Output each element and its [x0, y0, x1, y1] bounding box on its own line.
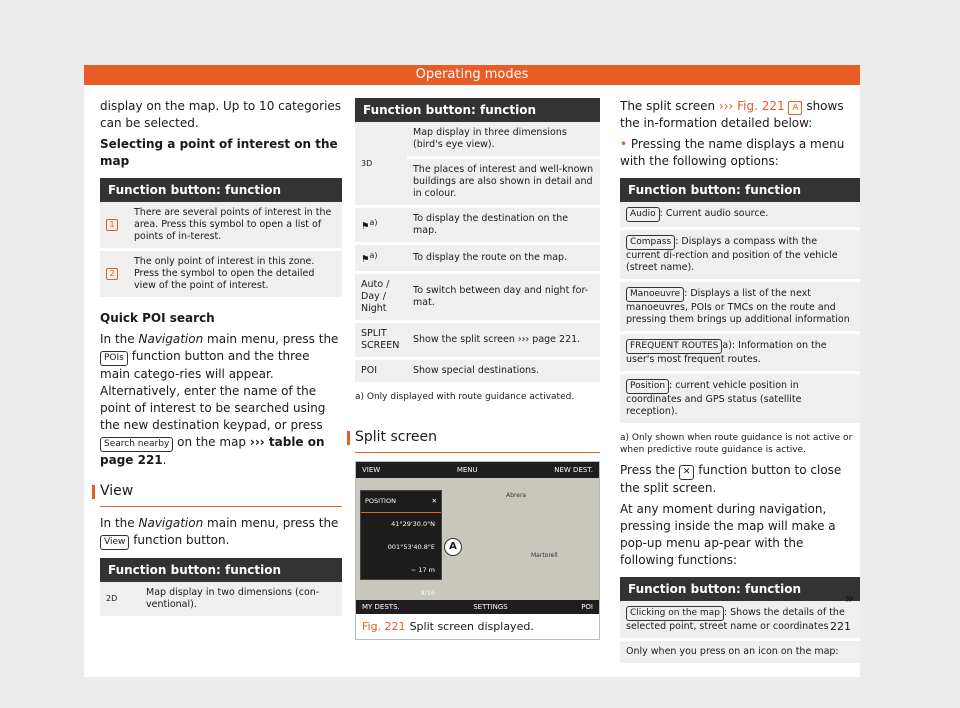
row-text: Show special destinations.: [407, 359, 600, 384]
row-text: Map display in two dimensions (con-ventional).: [140, 582, 342, 618]
text: Press the: [620, 463, 676, 477]
new-dest-button[interactable]: NEW DEST.: [554, 465, 593, 474]
view-button[interactable]: VIEW: [362, 465, 381, 474]
table-reference[interactable]: ››› table on page 221: [100, 435, 325, 467]
table-row: [620, 281, 860, 333]
row-text: To display the destination on the map.: [407, 207, 600, 244]
text: function button.: [133, 533, 230, 547]
nav-screen: [356, 462, 599, 614]
town-label: Abrera: [506, 492, 527, 500]
row-text: The places of interest and well-known buildings are also shown in detail and in colour.: [407, 158, 600, 207]
table-row: [620, 202, 860, 229]
row-text: : Shows the details of the selected point, street name or coordinates: [626, 607, 845, 632]
table-row: [355, 359, 600, 384]
text: function button to close the split screen.: [620, 463, 842, 495]
popup-title: POSITION: [365, 497, 396, 506]
table-row: [620, 229, 860, 281]
quick-heading: Quick POI search: [100, 311, 215, 325]
row-text: : Displays a list of the next manoeuvres, POIs or TMCs on the route and pressing them brings up additional information: [626, 288, 850, 325]
page-header: Operating modes: [84, 65, 860, 85]
text: main menu, press the: [207, 332, 339, 346]
caption-text: Split screen displayed.: [409, 620, 534, 634]
close-icon[interactable]: ✕: [431, 497, 437, 506]
table-row: [355, 122, 600, 158]
position-popup: [360, 490, 442, 598]
footnote: a) Only displayed with route guidance activated.: [355, 392, 575, 403]
figure-221: [355, 461, 600, 640]
poi-button[interactable]: POI: [581, 602, 593, 611]
intro-text: display on the map. Up to 10 categories can be selected.: [100, 99, 342, 130]
callout-badge: A: [788, 101, 802, 115]
row-text: Show the split screen ››› page 221.: [407, 322, 600, 359]
town-label: Martorell: [531, 552, 558, 560]
table-row: [620, 333, 860, 373]
text: Pressing the name displays a menu with the following options:: [620, 137, 845, 168]
audio-key: Audio: [626, 207, 660, 222]
row-text: : Current audio source.: [659, 208, 769, 219]
table-row: [620, 373, 860, 425]
row-text: There are several points of interest in the area. Press this symbol to open a list of points of in-terest.: [128, 202, 342, 250]
popup-paragraph: At any moment during navigation, pressing inside the map will make a pop-up menu ap-pear with the following functions:: [620, 502, 836, 567]
text: main menu, press the: [207, 516, 339, 530]
view-table: [100, 558, 342, 619]
column-2: [355, 98, 600, 640]
footnote-mark: a): [369, 217, 378, 227]
nav-term: Navigation: [138, 516, 204, 530]
menu-button[interactable]: MENU: [456, 465, 478, 474]
frequent-routes-key: FREQUENT ROUTES: [626, 339, 722, 354]
continue-arrow: »: [845, 591, 855, 607]
table-row: [620, 601, 860, 640]
close-paragraph: [620, 462, 860, 497]
table-header: Function button: function: [620, 577, 860, 601]
row-text: : Displays a compass with the current di-rection and position of the vehicle (street name).: [626, 236, 838, 273]
table-row: [620, 640, 860, 665]
screen-top-bar: [356, 462, 599, 478]
options-table: [620, 178, 860, 426]
table-row: [100, 202, 342, 250]
row-text: : current vehicle position in coordinates and GPS status (satellite reception).: [626, 380, 802, 417]
table-row: [355, 207, 600, 244]
text: shows the in-formation detailed below:: [620, 99, 844, 130]
satellites: 9/16: [420, 589, 435, 598]
table-row: [355, 273, 600, 322]
row-text: Only when you press on an icon on the map:: [620, 640, 860, 665]
table-header: Function button: function: [355, 98, 600, 122]
close-key: ✕: [679, 465, 695, 480]
manoeuvre-key: Manoeuvre: [626, 287, 684, 302]
text: function button and the three main catego-ries will appear. Alternatively, enter the name of the point of interest to be searched using the new destination keypad, or press: [100, 349, 326, 432]
position-key: Position: [626, 379, 669, 394]
row-text: To switch between day and night for-mat.: [407, 273, 600, 322]
text: on the map: [177, 435, 247, 449]
table-header: Function button: function: [620, 178, 860, 202]
bullet-icon: •: [620, 137, 628, 151]
poi-single-icon: 2: [106, 268, 118, 280]
text: In the: [100, 332, 135, 346]
view-heading: View: [100, 483, 342, 507]
destination-icon: ⚑: [361, 221, 370, 233]
row-text: a): Information on the user's most frequent routes.: [626, 340, 827, 365]
longitude: 001°53'40.8"E: [387, 543, 435, 552]
clicking-map-key: Clicking on the map: [626, 606, 724, 621]
table-row: [100, 250, 342, 299]
popup-table: [620, 577, 860, 666]
selecting-heading: Selecting a point of interest on the map: [100, 137, 338, 168]
table-row: [355, 244, 600, 273]
split-screen-heading: Split screen: [355, 429, 600, 453]
view-paragraph: [100, 515, 342, 550]
search-nearby-key: Search nearby: [100, 437, 173, 452]
callout-marker: A: [444, 538, 462, 556]
table-row: [100, 582, 342, 618]
row-text: To display the route on the map.: [407, 244, 600, 273]
quick-paragraph: In the Navigation main menu, press the POIs function button and the three main catego-ries will appear. Alternatively, enter the name of the point of interest to be searched using the new destination keypad, or press Search nearby on the map ››› table on page 221.: [100, 332, 339, 467]
text: In the: [100, 516, 135, 530]
figure-caption: [356, 614, 599, 639]
view-key: View: [100, 535, 129, 550]
bullet-item: [620, 136, 860, 170]
row-label: Auto / Day / Night: [355, 273, 407, 322]
column-1: [100, 98, 342, 625]
table-row: [355, 322, 600, 359]
row-text: The only point of interest in this zone. Press the symbol to open the detailed view of the point of interest.: [128, 250, 342, 299]
footnote-mark: a): [369, 251, 378, 260]
footnote: a) Only shown when route guidance is not active or when predictive route guidance is active.: [620, 433, 853, 455]
table-header: Function button: function: [100, 558, 342, 582]
figure-reference[interactable]: ››› Fig. 221: [718, 99, 785, 113]
figure-label: Fig. 221: [362, 620, 406, 634]
poi-table: [100, 178, 342, 300]
function-table: [355, 98, 600, 385]
table-header: Function button: function: [100, 178, 342, 202]
row-text: Map display in three dimensions (bird's eye view).: [407, 122, 600, 158]
altitude: ~ 17 m: [410, 566, 435, 575]
screen-bottom-bar: [356, 600, 599, 614]
nav-term: Navigation: [138, 332, 204, 346]
pois-key: POIs: [100, 351, 128, 366]
poi-cluster-icon: 1: [106, 219, 118, 231]
row-label: SPLIT SCREEN: [355, 322, 407, 359]
map-2d-icon: 2D: [106, 594, 118, 603]
latitude: 41°29'30.0"N: [391, 520, 435, 529]
my-dests-button[interactable]: MY DESTS.: [362, 602, 400, 611]
split-intro: [620, 98, 860, 132]
settings-button[interactable]: SETTINGS: [473, 602, 508, 611]
map-3d-icon: 3D: [361, 158, 373, 168]
text: The split screen: [620, 99, 716, 113]
page-number: 221: [830, 620, 851, 633]
route-icon: ⚑: [361, 254, 370, 266]
compass-key: Compass: [626, 235, 675, 250]
row-label: POI: [355, 359, 407, 384]
column-3: [620, 98, 860, 672]
